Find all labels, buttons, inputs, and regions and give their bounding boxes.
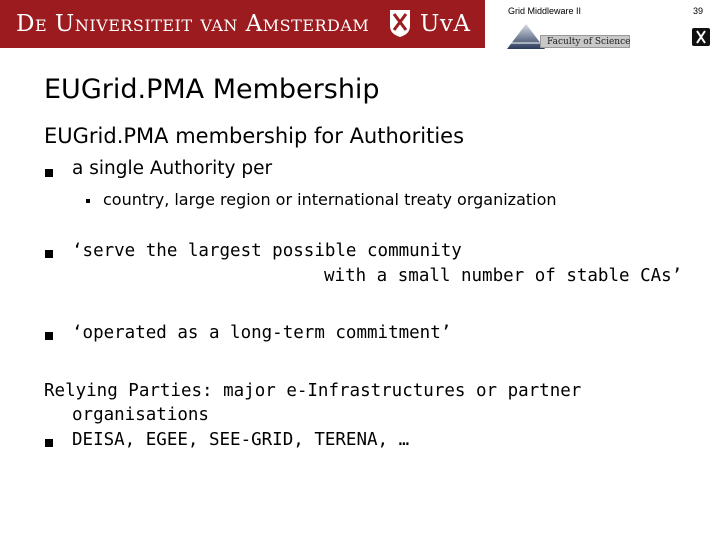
bullet-text: a single Authority per: [72, 158, 273, 179]
bullet-marker: [45, 169, 53, 177]
faculty-label: Faculty of Science: [540, 35, 630, 48]
slide-heading: EUGrid.PMA membership for Authorities: [44, 124, 465, 148]
corner-seal-icon: [692, 28, 710, 46]
relying-parties-text-continued: organisations: [72, 405, 209, 425]
bullet-marker: [45, 439, 53, 447]
bullet-text: ‘serve the largest possible community: [72, 241, 462, 261]
sub-bullet-text: country, large region or international treaty organization: [103, 190, 557, 209]
sub-bullet-marker: [86, 199, 90, 203]
faculty-logo: [506, 23, 631, 50]
bullet-marker: [45, 250, 53, 258]
bullet-text-continued: with a small number of stable CAs’: [324, 266, 683, 286]
slide-title: EUGrid.PMA Membership: [44, 74, 380, 105]
course-title: Grid Middleware II: [508, 6, 582, 16]
university-seal-icon: [388, 8, 412, 38]
bullet-text: ‘operated as a long-term commitment’: [72, 323, 452, 343]
university-abbrev: UvA: [420, 11, 471, 37]
relying-parties-list: DEISA, EGEE, SEE-GRID, TERENA, …: [72, 430, 410, 450]
university-banner: [0, 0, 485, 48]
bullet-marker: [45, 332, 53, 340]
page-number: 39: [693, 6, 704, 16]
relying-parties-text: Relying Parties: major e-Infrastructures or partner: [44, 381, 582, 401]
university-name: De Universiteit van Amsterdam: [16, 11, 370, 37]
